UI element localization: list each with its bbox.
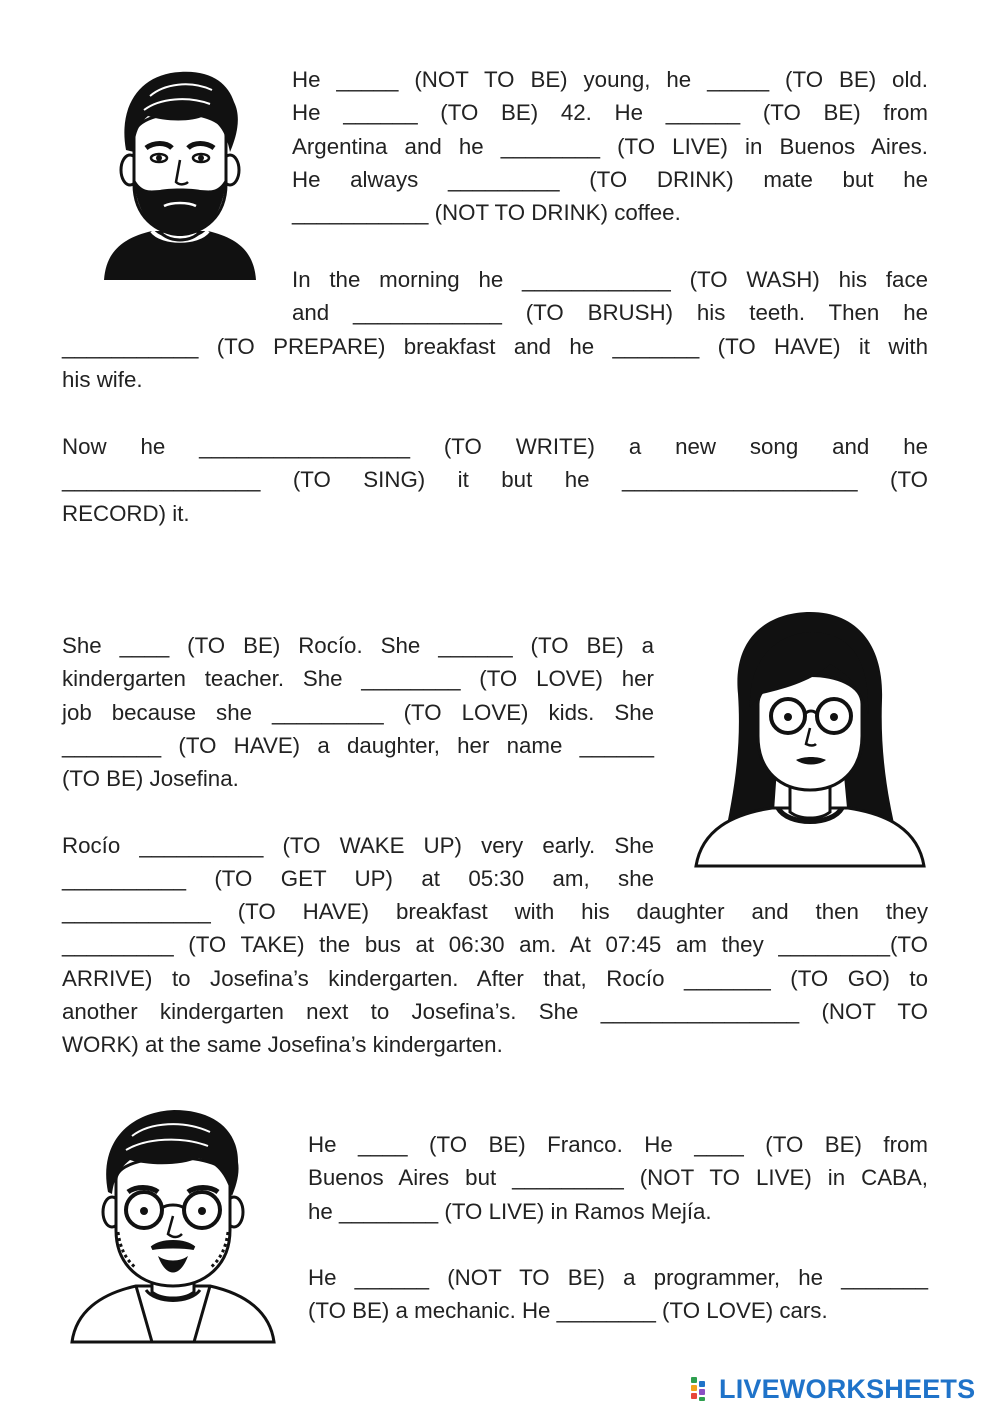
section1-paragraph3 [62, 430, 928, 530]
text-line: _________ (TO TAKE) the bus at 06:30 am. At 07:45 am they _________(TO [62, 932, 928, 958]
text-line: job because she _________ (TO LOVE) kids. She [62, 699, 654, 725]
section3-paragraph1 [308, 1128, 928, 1228]
text-line: (TO BE) a mechanic. He ________ (TO LOVE) cars. [308, 1298, 828, 1324]
text-line: ________________ (TO SING) it but he ___________________ (TO [62, 467, 928, 493]
section2-paragraph2 [62, 829, 654, 896]
section1-paragraph2 [292, 263, 928, 330]
text-line: he ________ (TO LIVE) in Ramos Mejía. [308, 1198, 712, 1224]
text-line: He ____ (TO BE) Franco. He ____ (TO BE) from [308, 1132, 928, 1157]
woman-with-glasses-portrait [692, 604, 928, 868]
text-line: ____________ (TO HAVE) breakfast with his daughter and then they [62, 899, 928, 924]
bearded-man-portrait [100, 66, 260, 282]
text-line: ________ (TO HAVE) a daughter, her name ______ [62, 732, 654, 758]
text-line: ___________ (NOT TO DRINK) coffee. [292, 200, 681, 226]
section1-paragraph1 [292, 63, 928, 229]
text-line: another kindergarten next to Josefina’s. She ________________ (NOT TO [62, 998, 928, 1024]
text-line: WORK) at the same Josefina’s kindergarten. [62, 1032, 503, 1058]
text-line: and ____________ (TO BRUSH) his teeth. Then he [292, 300, 928, 326]
text-line: his wife. [62, 367, 143, 393]
text-line: He _____ (NOT TO BE) young, he _____ (TO BE) old. [292, 67, 928, 92]
text-line: Now he _________________ (TO WRITE) a new song and he [62, 434, 928, 459]
text-line: He ______ (TO BE) 42. He ______ (TO BE) from [292, 100, 928, 126]
text-line: She ____ (TO BE) Rocío. She ______ (TO BE) a [62, 633, 654, 658]
text-line: kindergarten teacher. She ________ (TO LOVE) her [62, 666, 654, 692]
text-line: (TO BE) Josefina. [62, 766, 239, 792]
text-line: Buenos Aires but _________ (NOT TO LIVE) in CABA, [308, 1165, 928, 1191]
section2-paragraph2-cont [62, 895, 928, 1061]
section2-paragraph1 [62, 629, 654, 795]
text-line: In the morning he ____________ (TO WASH) his face [292, 267, 928, 292]
text-line: He always _________ (TO DRINK) mate but he [292, 166, 928, 192]
text-line: ARRIVE) to Josefina’s kindergarten. After that, Rocío _______ (TO GO) to [62, 965, 928, 991]
man-with-glasses-portrait [70, 1106, 276, 1344]
text-line: RECORD) it. [62, 500, 190, 526]
text-line: Rocío __________ (TO WAKE UP) very early. She [62, 833, 654, 858]
liveworksheets-logo-text: LIVEWORKSHEETS [719, 1373, 976, 1404]
liveworksheets-logo-icon [690, 1375, 716, 1403]
text-line: __________ (TO GET UP) at 05:30 am, she [62, 866, 654, 892]
liveworksheets-logo [690, 1372, 975, 1406]
text-line: He ______ (NOT TO BE) a programmer, he _______ [308, 1265, 928, 1290]
section3-paragraph2 [308, 1261, 928, 1328]
text-line: Argentina and he ________ (TO LIVE) in Buenos Aires. [292, 133, 928, 159]
text-line: ___________ (TO PREPARE) breakfast and he _______ (TO HAVE) it with [62, 334, 928, 359]
section1-paragraph2-cont [62, 330, 928, 397]
